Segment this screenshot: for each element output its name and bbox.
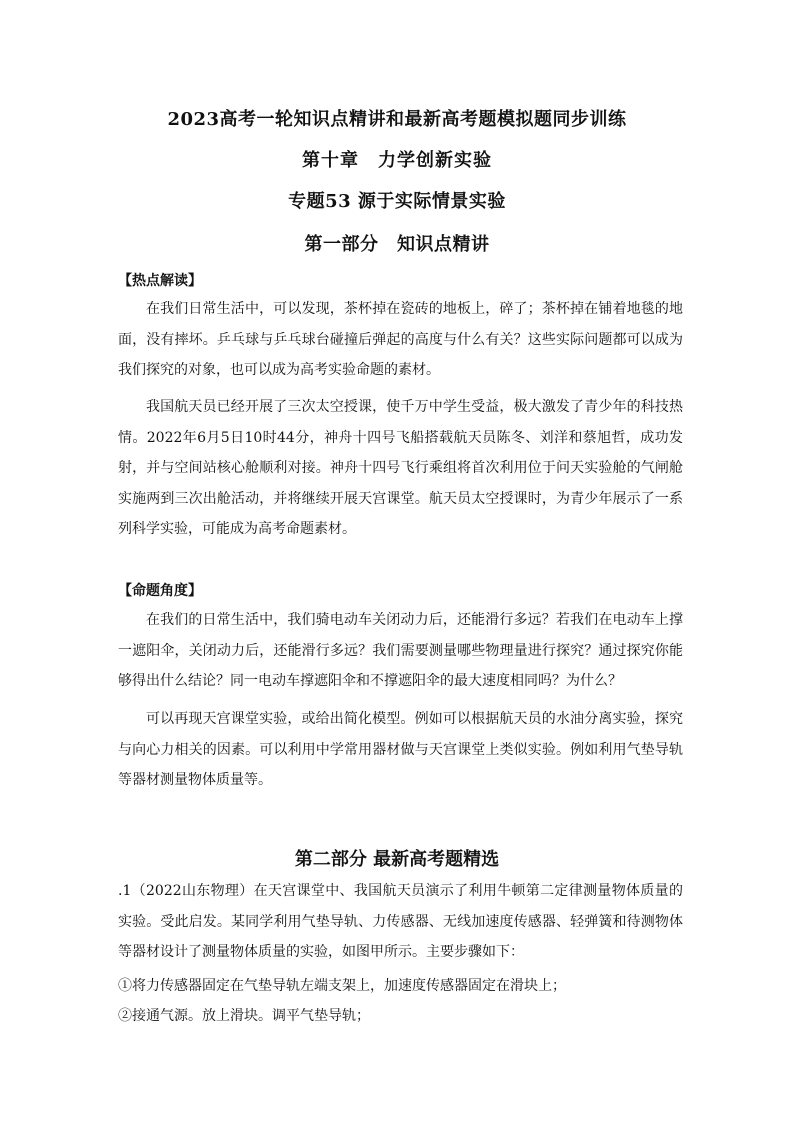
question-step-2: ②接通气源。放上滑块。调平气垫导轨； (118, 1008, 370, 1024)
angle-paragraph-1: 在我们的日常生活中，我们骑电动车关闭动力后，还能滑行多远？若我们在电动车上撑一遮阳伞，关闭动力后，还能滑行多远？我们需要测量哪些物理量进行探究？通过探究你能够得出什么结论？同一电动车撑遮阳伞和不撑遮阳伞的最大速度相同吗？为什么？ (118, 612, 683, 689)
chapter-title: 第十章 力学创新实验 (302, 150, 492, 171)
angle-heading: 【命题角度】 (118, 583, 202, 599)
hot-topic-paragraph-1: 在我们日常生活中，可以发现，茶杯掉在瓷砖的地板上，碎了；茶杯掉在铺着地毯的地面，没有摔坏。乒乓球与乒乓球台碰撞后弹起的高度与什么有关？这些实际问题都可以成为我们探究的对象，也可以成为高考实验命题的素材。 (118, 301, 683, 378)
hot-topic-paragraph-2: 我国航天员已经开展了三次太空授课，使千万中学生受益，极大激发了青少年的科技热情。2022年6月5日10时44分，神舟十四号飞船搭载航天员陈冬、刘洋和蔡旭哲，成功发射，并与空间站核心舱顺利对接。神舟十四号飞行乘组将首次利用位于问天实验舱的气闸舱实施两到三次出舱活动，并将继续开展天宫课堂。航天员太空授课时，为青少年展示了一系列科学实验，可能成为高考命题素材。 (118, 399, 683, 537)
hot-topic-heading: 【热点解读】 (118, 273, 202, 289)
question-1: .1（2022山东物理）在天宫课堂中、我国航天员演示了利用牛顿第二定律测量物体质量的实验。受此启发。某同学利用气垫导轨、力传感器、无线加速度传感器、轻弹簧和待测物体等器材设计了测量物体质量的实验，如图甲所示。主要步骤如下： (118, 883, 683, 960)
part1-title: 第一部分 知识点精讲 (304, 234, 490, 255)
part2-title: 第二部分 最新高考题精选 (294, 849, 500, 870)
topic-title: 专题53 源于实际情景实验 (288, 191, 506, 212)
main-title: 2023高考一轮知识点精讲和最新高考题模拟题同步训练 (167, 109, 627, 130)
question-step-1: ①将力传感器固定在气垫导轨左端支架上，加速度传感器固定在滑块上； (118, 978, 566, 994)
angle-paragraph-2: 可以再现天宫课堂实验，或给出简化模型。例如可以根据航天员的水油分离实验，探究与向心力相关的因素。可以利用中学常用器材做与天宫课堂上类似实验。例如利用气垫导轨等器材测量物体质量等。 (118, 711, 683, 788)
